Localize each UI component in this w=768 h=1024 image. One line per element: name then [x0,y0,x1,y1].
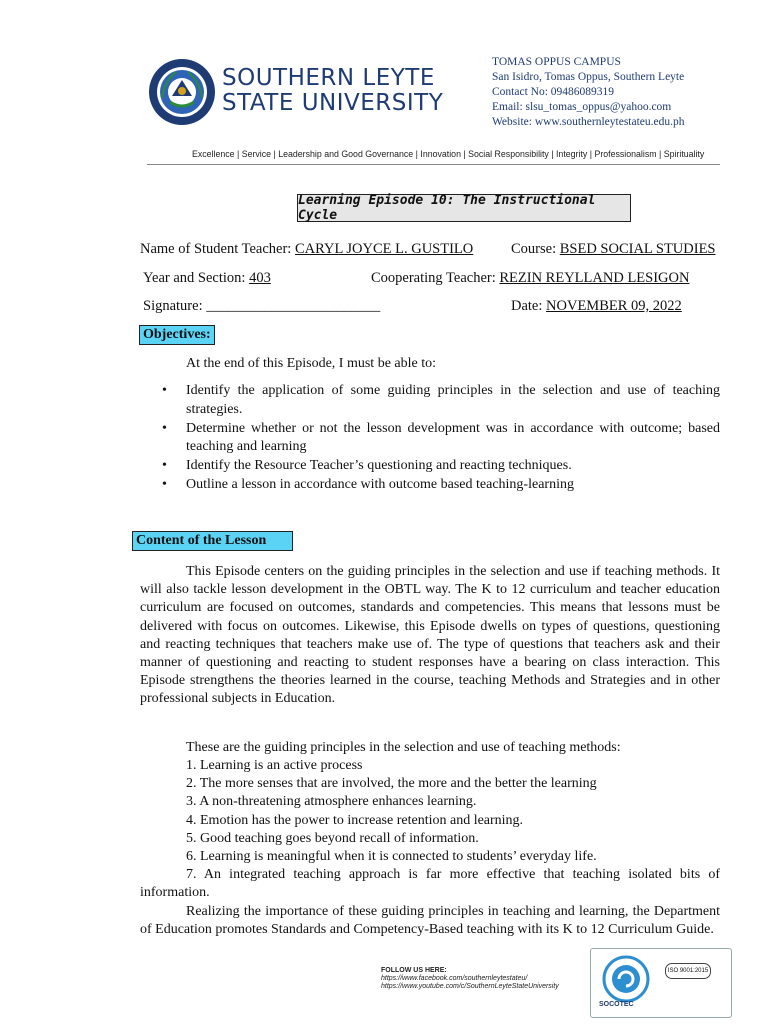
university-name: SOUTHERN LEYTE STATE UNIVERSITY [222,65,444,116]
year-section-field: Year and Section: 403 [143,270,271,286]
campus-website[interactable]: Website: www.southernleytestateu.edu.ph [492,116,685,128]
list-item: 3. A non-threatening atmosphere enhances learning. [186,794,477,810]
campus-contact: Contact No: 09486089319 [492,86,615,98]
university-seal-icon [148,58,216,126]
objectives-intro: At the end of this Episode, I must be able to: [186,356,437,371]
list-item: • Identify the Resource Teacher’s questioning and reacting techniques. [162,457,720,476]
list-item: 2. The more senses that are involved, the more and the better the learning [186,776,597,792]
objectives-list [162,382,720,495]
list-item: • Determine whether or not the lesson development was in accordance with outcome; based teaching and learning [162,420,720,457]
certification-badge [590,948,732,1018]
follow-us-block [381,967,559,991]
course-field: Course: BSED SOCIAL STUDIES [511,241,716,257]
follow-heading: FOLLOW US HERE: [381,967,447,974]
campus-address: San Isidro, Tomas Oppus, Southern Leyte [492,71,685,83]
iso-label: ISO 9001:2015 [665,963,711,979]
episode-title: Learning Episode 10: The Instructional Cycle [297,194,631,222]
principles-list [140,757,720,939]
youtube-link[interactable]: https://www.youtube.com/c/SouthernLeyteStateUniversity [381,983,559,990]
signature-field: Signature: ________________________ [143,298,381,314]
campus-contact-block [492,55,685,130]
list-item: 5. Good teaching goes beyond recall of information. [186,830,479,846]
campus-email: Email: slsu_tomas_oppus@yahoo.com [492,101,672,113]
university-motto: Excellence | Service | Leadership and Good Governance | Innovation | Social Responsibility | Integrity | Professionalism | Spirituality [192,149,705,159]
date-value: NOVEMBER 09, 2022 [546,298,682,314]
year-section-value: 403 [249,270,271,286]
closing-paragraph: Realizing the importance of these guiding principles in teaching and learning, the Department of Education promotes Standards and Competency-Based teaching with its K to 12 Curriculum Guide. [140,903,720,937]
campus-name: TOMAS OPPUS CAMPUS [492,56,621,68]
objectives-heading: Objectives: [139,325,215,345]
cooperating-teacher-field: Cooperating Teacher: REZIN REYLLAND LESIGON [371,270,690,286]
list-item: 1. Learning is an active process [186,758,363,773]
principles-intro: These are the guiding principles in the selection and use of teaching methods: [186,740,621,755]
list-item: 4. Emotion has the power to increase retention and learning. [186,812,524,828]
date-field: Date: NOVEMBER 09, 2022 [511,298,682,314]
student-name-field: Name of Student Teacher: CARYL JOYCE L. GUSTILO [140,241,474,257]
cooperating-teacher-value: REZIN REYLLAND LESIGON [499,270,690,286]
content-heading: Content of the Lesson [132,531,293,551]
content-paragraph: This Episode centers on the guiding principles in the selection and use if teaching methods. It will also tackle lesson development in the OBTL way. The K to 12 curriculum and teacher education curriculum are focused on outcomes, standards and competencies. This means that lessons must be delivered with focus on outcomes. Likewise, this Episode dwells on types of questions, questioning and reacting techniques that teachers make use of. The type of questions that teachers ask and their manner of questioning and reacting to student responses have a bearing on class interaction. This Episode strengthens the theories learned in the course, teaching Methods and Strategies and in other professional subjects in Education. [140,564,720,707]
header-divider [147,164,720,165]
cert-name: SOCOTEC [599,1001,634,1008]
student-name-value: CARYL JOYCE L. GUSTILO [294,241,474,257]
list-item: • Identify the application of some guiding principles in the selection and use of teaching strategies. [162,382,720,419]
list-item: • Outline a lesson in accordance with outcome based teaching-learning [162,476,720,495]
course-value: BSED SOCIAL STUDIES [559,241,716,257]
signature-line: ________________________ [206,298,381,314]
facebook-link[interactable]: https://www.facebook.com/southernleytestateu/ [381,975,528,982]
list-item: 7. An integrated teaching approach is far more effective that teaching isolated bits of information. [140,867,720,901]
list-item: 6. Learning is meaningful when it is connected to students’ everyday life. [186,849,597,865]
